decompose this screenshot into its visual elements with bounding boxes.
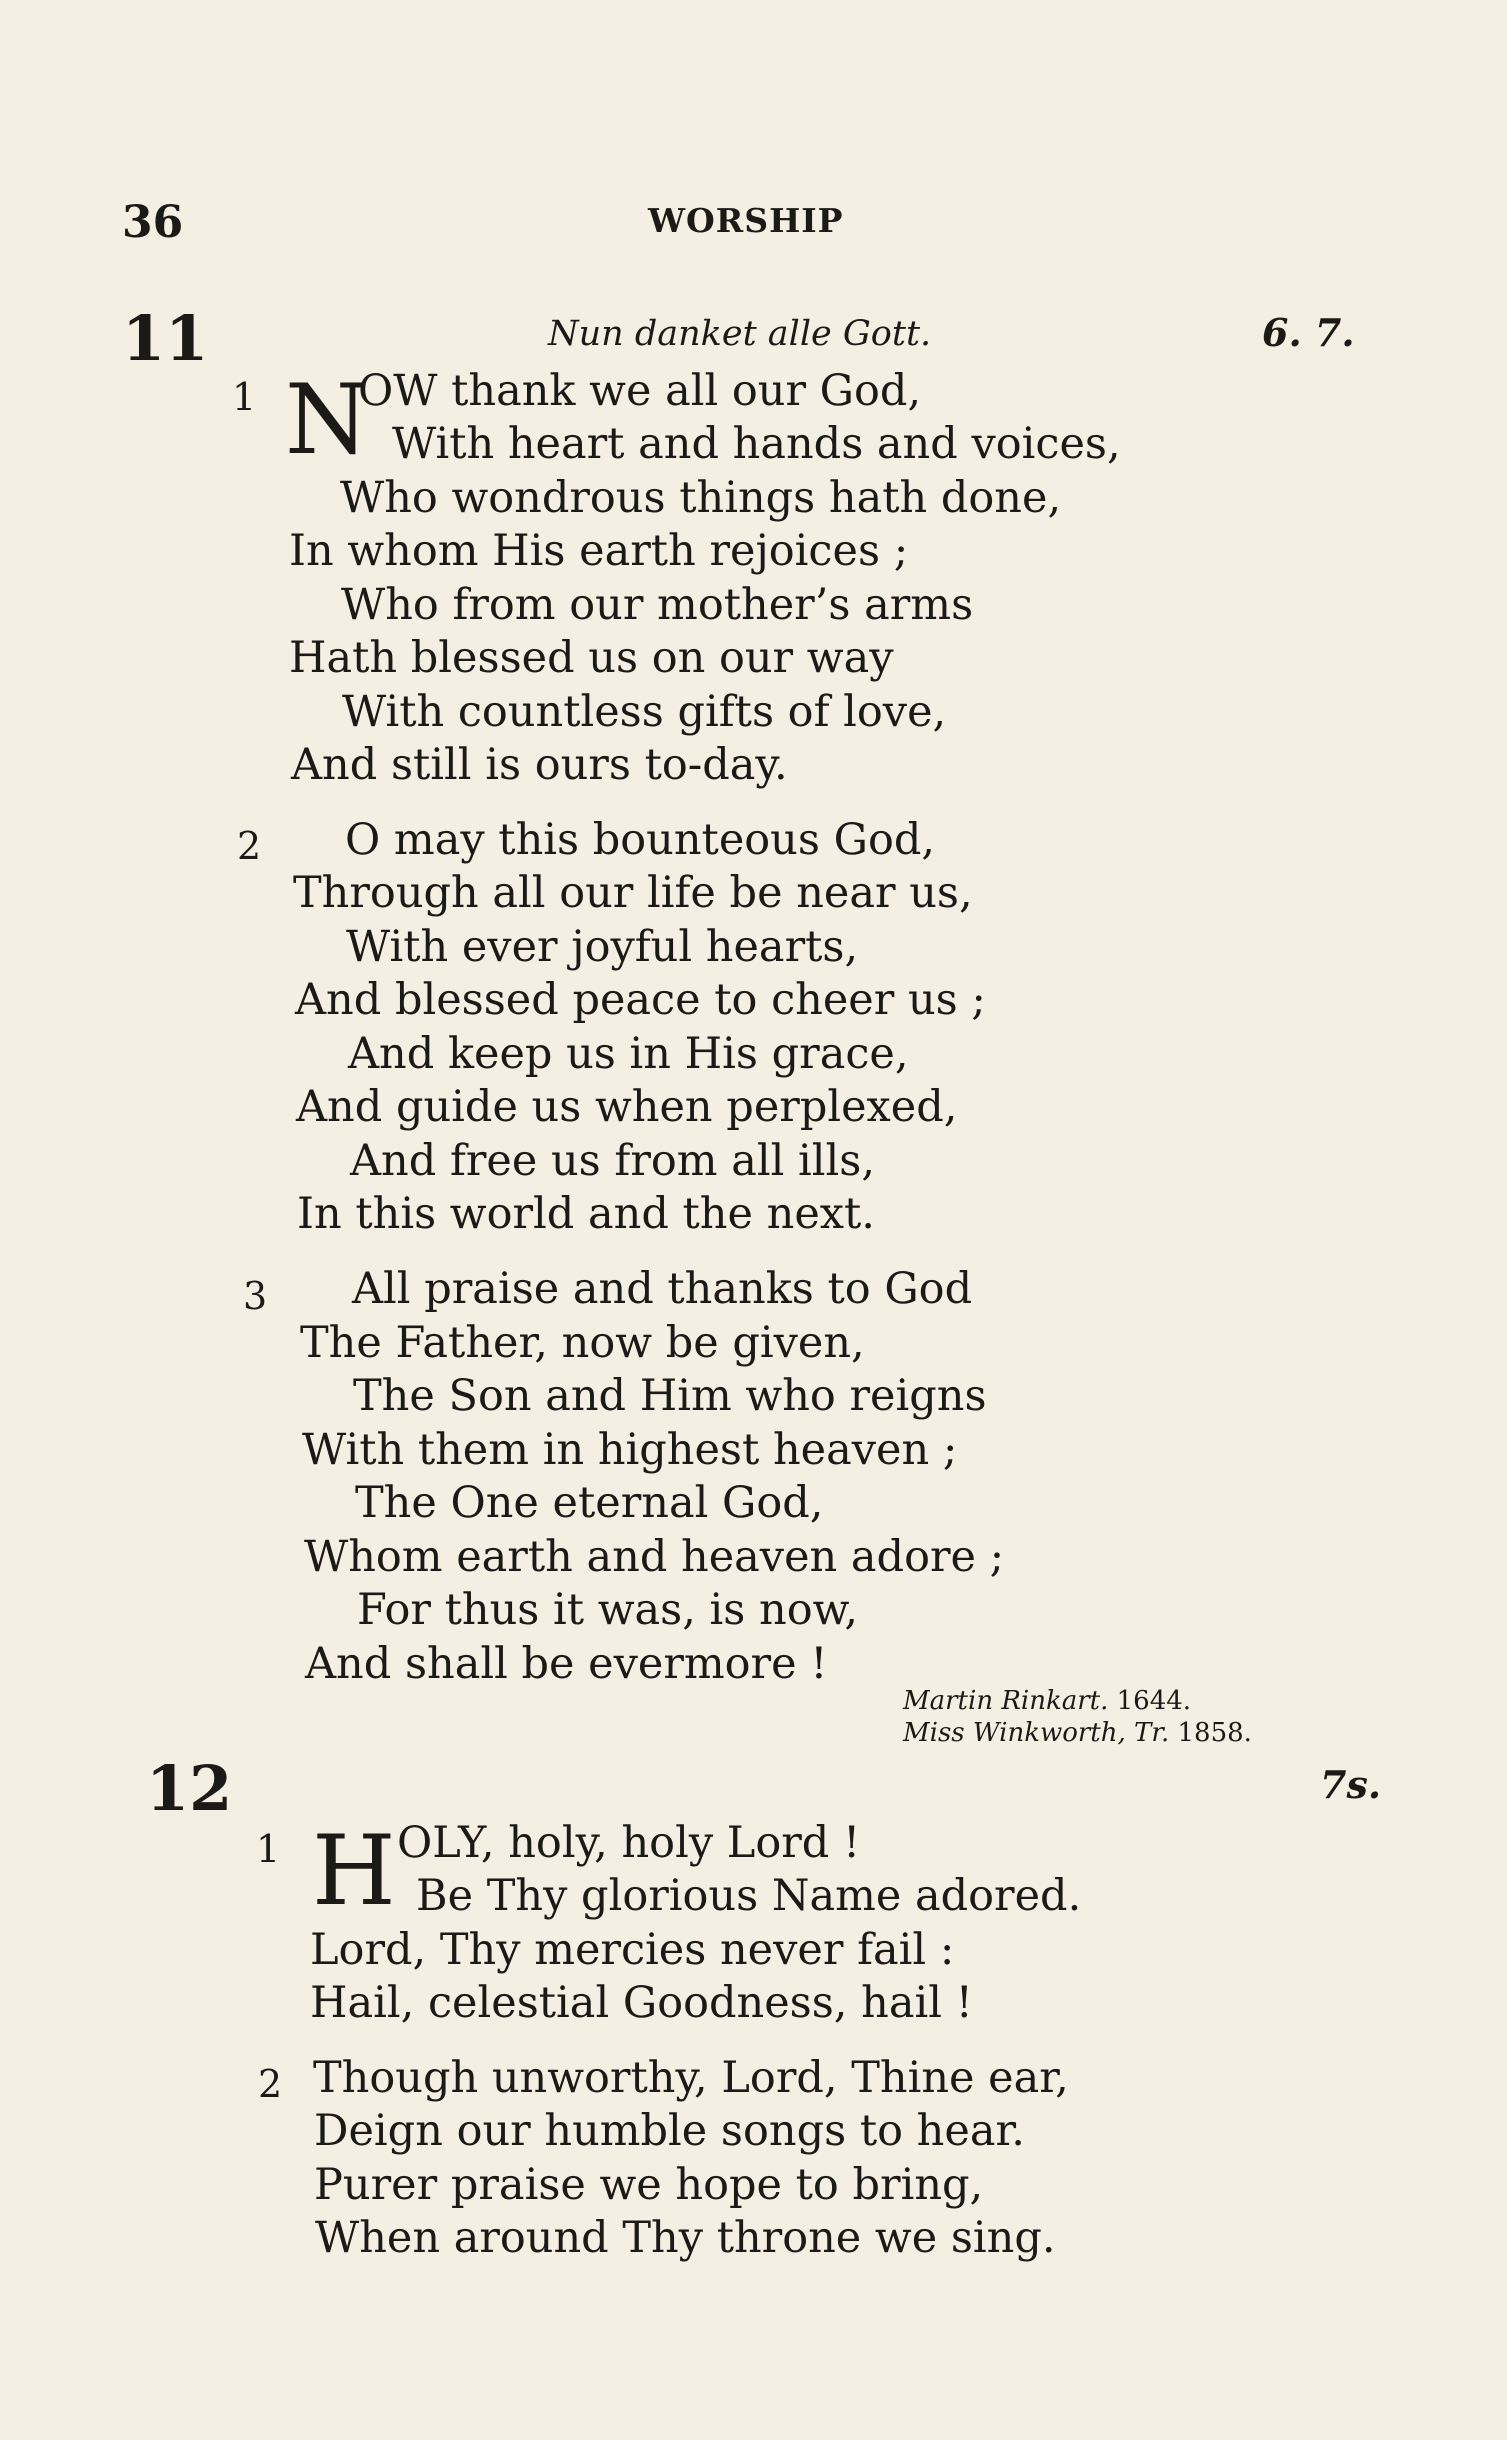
verse-line: Who from our mother’s arms [341,580,974,630]
author-name: Martin Rinkart. [903,1686,1109,1716]
verse-line: Purer praise we hope to bring, [314,2160,984,2210]
verse-line: OLY, holy, holy Lord ! [397,1818,861,1868]
verse-line: Be Thy glorious Name adored. [416,1871,1082,1921]
author-year: 1644. [1116,1686,1192,1716]
verse-line: The Father, now be given, [300,1318,865,1368]
stanza-number: 3 [243,1274,268,1318]
stanza-number: 1 [256,1827,281,1871]
verse-line: And guide us when perplexed, [296,1082,958,1132]
verse-line: And free us from all ills, [350,1136,876,1186]
verse-line: Through all our life be near us, [293,868,973,918]
hymn-number: 11 [122,302,209,375]
hymn-number: 12 [146,1752,233,1825]
attribution-line [903,1718,1252,1748]
verse-line: OW thank we all our God, [358,366,922,416]
translator-name: Miss Winkworth, Tr. [903,1718,1170,1748]
attribution-line [903,1686,1191,1716]
stanza-number: 1 [232,375,257,419]
verse-line: When around Thy throne we sing. [315,2213,1056,2263]
verse-line: O may this bounteous God, [345,815,936,865]
meter: 6. 7. [1262,310,1355,355]
verse-line: Deign our humble songs to hear. [314,2106,1025,2156]
stanza-number: 2 [258,2062,283,2106]
verse-line: In this world and the next. [297,1189,875,1239]
tune-title: Nun danket alle Gott. [548,314,932,354]
drop-cap: H [312,1815,396,1927]
meter: 7s. [1320,1762,1382,1807]
verse-line: The One eternal God, [355,1478,824,1528]
verse-line: With ever joyful hearts, [346,922,859,972]
verse-line: And blessed peace to cheer us ; [295,975,986,1025]
verse-line: Lord, Thy mercies never fail : [310,1925,955,1975]
verse-line: And still is ours to-day. [291,740,788,790]
verse-line: And keep us in His grace, [348,1029,909,1079]
drop-cap: N [285,364,369,476]
stanza-number: 2 [237,824,262,868]
running-head: WORSHIP [648,201,844,240]
verse-line: Hail, celestial Goodness, hail ! [310,1978,973,2028]
verse-line: With heart and hands and voices, [392,419,1121,469]
page-number: 36 [122,197,184,248]
verse-line: Whom earth and heaven adore ; [304,1532,1005,1582]
translator-year: 1858. [1177,1718,1252,1748]
verse-line: Who wondrous things hath done, [340,473,1062,523]
verse-line: In whom His earth rejoices ; [289,526,909,576]
verse-line: All praise and thanks to God [352,1264,973,1314]
verse-line: And shall be evermore ! [305,1639,828,1689]
verse-line: With countless gifts of love, [342,687,947,737]
verse-line: For thus it was, is now, [357,1585,858,1635]
verse-line: Hath blessed us on our way [289,633,894,683]
verse-line: Though unworthy, Lord, Thine ear, [313,2053,1069,2103]
verse-line: The Son and Him who reigns [353,1371,987,1421]
verse-line: With them in highest heaven ; [302,1425,958,1475]
